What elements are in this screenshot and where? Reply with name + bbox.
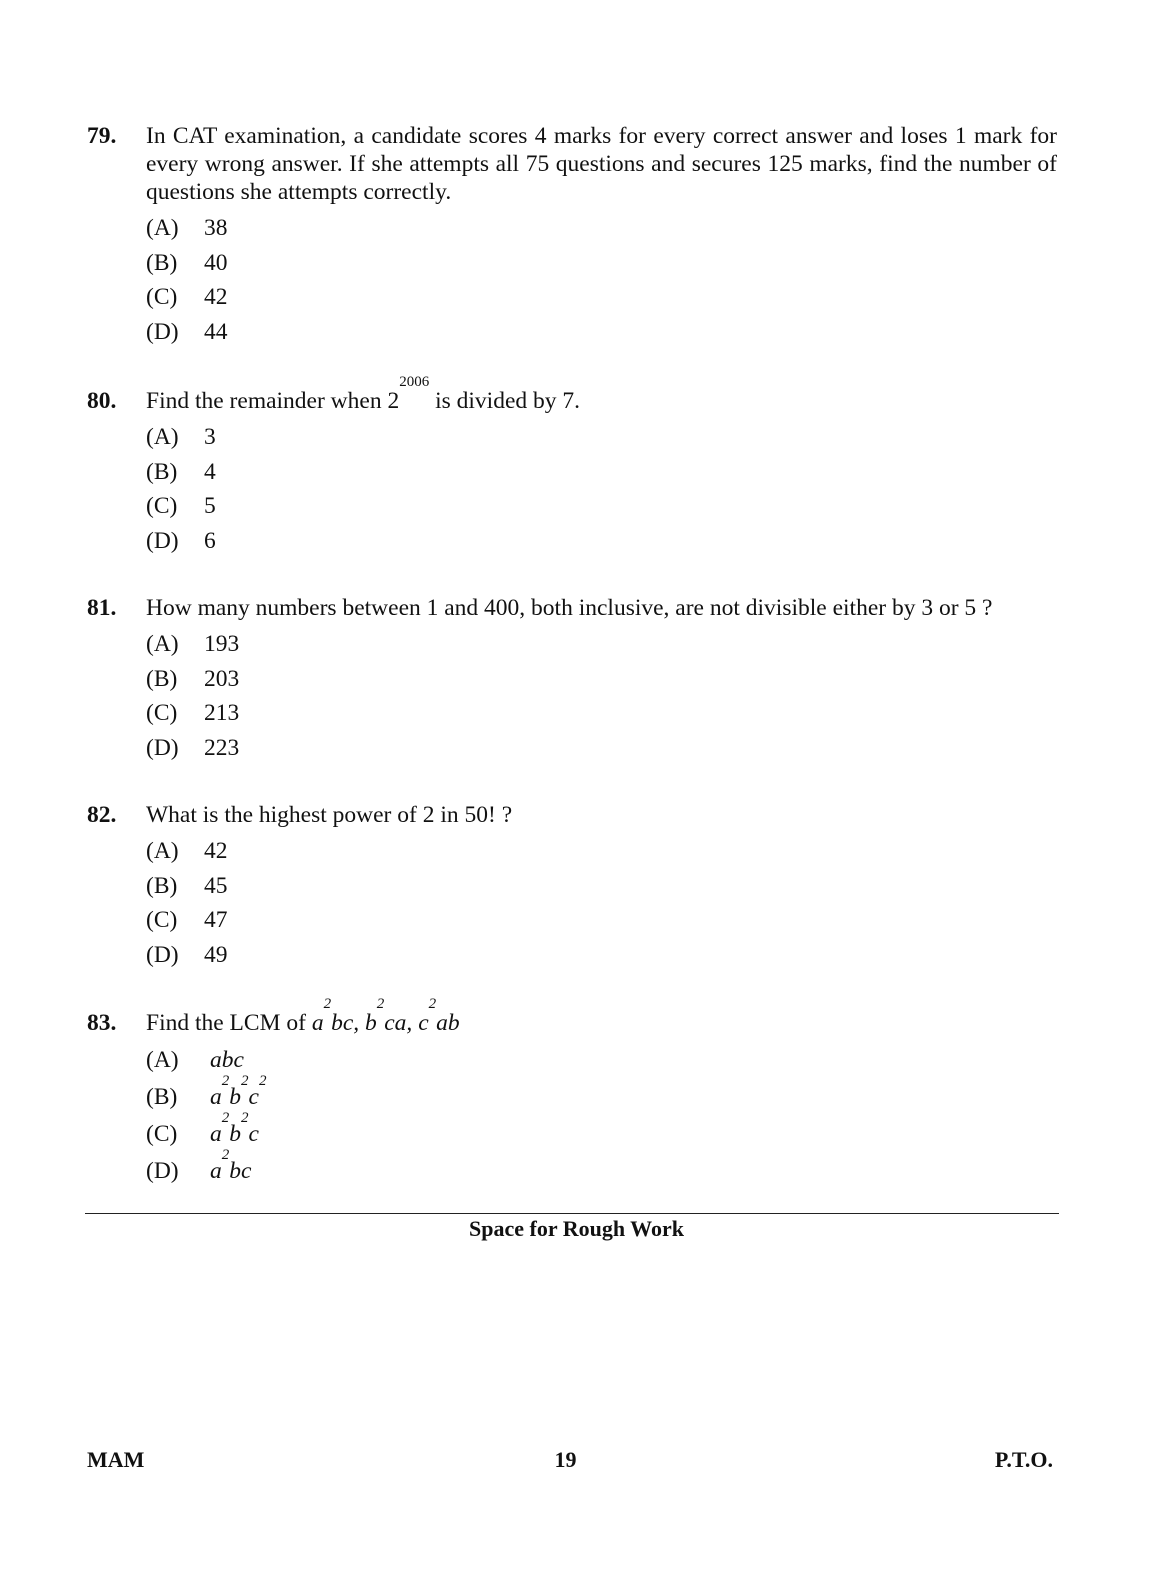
option-label: (C) bbox=[146, 493, 178, 519]
option-value: 45 bbox=[204, 872, 228, 899]
exponent: 2006 bbox=[399, 374, 430, 390]
question-text: What is the highest power of 2 in 50! ? bbox=[146, 802, 513, 828]
question-text: Find the remainder when $2^{2006}$ is divided by 7. bbox=[146, 374, 581, 414]
option-d bbox=[146, 731, 1057, 766]
option-value: 193 bbox=[204, 631, 240, 657]
option-label: (C) bbox=[146, 700, 178, 726]
option-label: (C) bbox=[146, 284, 178, 310]
option-value: 4 bbox=[204, 458, 216, 485]
option-a bbox=[146, 420, 1057, 455]
option-value: 203 bbox=[204, 665, 240, 692]
option-label: (D) bbox=[146, 941, 179, 968]
option-label: (A) bbox=[146, 424, 179, 450]
option-c bbox=[146, 280, 1057, 315]
option-label: (A) bbox=[146, 1047, 179, 1073]
option-label: (A) bbox=[146, 838, 179, 864]
option-value: 223 bbox=[204, 734, 240, 761]
question-79 bbox=[87, 122, 1057, 349]
option-value: 38 bbox=[204, 215, 228, 241]
option-value: 213 bbox=[204, 700, 240, 726]
option-value: 49 bbox=[204, 941, 228, 968]
option-label: (D) bbox=[146, 1158, 179, 1184]
option-label: (C) bbox=[146, 1121, 178, 1147]
option-b bbox=[146, 455, 1057, 490]
option-b bbox=[146, 662, 1057, 697]
option-value: 47 bbox=[204, 907, 228, 933]
question-number: 82. bbox=[87, 802, 117, 828]
footer-left: MAM bbox=[87, 1447, 145, 1472]
option-label: (A) bbox=[146, 215, 179, 241]
option-label: (D) bbox=[146, 318, 179, 345]
option-b bbox=[146, 869, 1057, 904]
option-label: (B) bbox=[146, 458, 178, 485]
question-text: Find the LCM of $a^2bc$, $b^2ca$, $c^2ab$ bbox=[146, 996, 460, 1036]
option-label: (B) bbox=[146, 665, 178, 692]
question-number: 80. bbox=[87, 388, 117, 414]
question-83 bbox=[87, 996, 1057, 1190]
option-value: 40 bbox=[204, 249, 228, 276]
option-label: (A) bbox=[146, 631, 179, 657]
option-d bbox=[146, 315, 1057, 350]
option-c bbox=[146, 696, 1057, 731]
option-label: (D) bbox=[146, 527, 179, 554]
option-d bbox=[146, 1147, 1057, 1190]
option-a bbox=[146, 211, 1057, 246]
option-label: (B) bbox=[146, 872, 178, 899]
option-value: abc bbox=[210, 1047, 244, 1073]
option-value: $a^2b^2c$ bbox=[210, 1110, 259, 1147]
question-text: How many numbers between 1 and 400, both inclusive, are not divisible either by 3 or 5 ? bbox=[146, 595, 993, 621]
option-a bbox=[146, 1042, 1057, 1079]
option-b bbox=[146, 246, 1057, 281]
option-b bbox=[146, 1073, 1057, 1116]
question-text: In CAT examination, a candidate scores 4 marks for every correct answer and loses 1 mark for every wrong answer. If she attempts all 75 questions and secures 125 marks, find the number of questions she attempts correctly. bbox=[146, 123, 1057, 205]
option-c bbox=[146, 489, 1057, 524]
option-d bbox=[146, 524, 1057, 559]
option-value: 44 bbox=[204, 318, 228, 345]
option-c bbox=[146, 903, 1057, 938]
option-a bbox=[146, 834, 1057, 869]
option-c bbox=[146, 1110, 1057, 1153]
option-value: 42 bbox=[204, 284, 228, 310]
question-82 bbox=[87, 801, 1057, 972]
question-80 bbox=[87, 374, 1057, 558]
question-81 bbox=[87, 594, 1057, 765]
option-label: (B) bbox=[146, 1084, 178, 1110]
question-number: 79. bbox=[87, 123, 117, 149]
footer-right: P.T.O. bbox=[994, 1447, 1053, 1472]
option-a bbox=[146, 627, 1057, 662]
option-value: $a^2b^2c^2$ bbox=[210, 1073, 267, 1110]
option-value: 6 bbox=[204, 527, 216, 554]
option-d bbox=[146, 938, 1057, 973]
question-number: 83. bbox=[87, 1010, 117, 1036]
option-value: 42 bbox=[204, 838, 228, 864]
rough-work-label: Space for Rough Work bbox=[469, 1216, 684, 1241]
option-value: $a^2bc$ bbox=[210, 1147, 252, 1184]
option-value: 3 bbox=[204, 424, 216, 450]
option-label: (C) bbox=[146, 907, 178, 933]
option-label: (B) bbox=[146, 249, 178, 276]
option-value: 5 bbox=[204, 493, 216, 519]
option-label: (D) bbox=[146, 734, 179, 761]
page-number: 19 bbox=[554, 1447, 577, 1472]
question-number: 81. bbox=[87, 595, 117, 621]
